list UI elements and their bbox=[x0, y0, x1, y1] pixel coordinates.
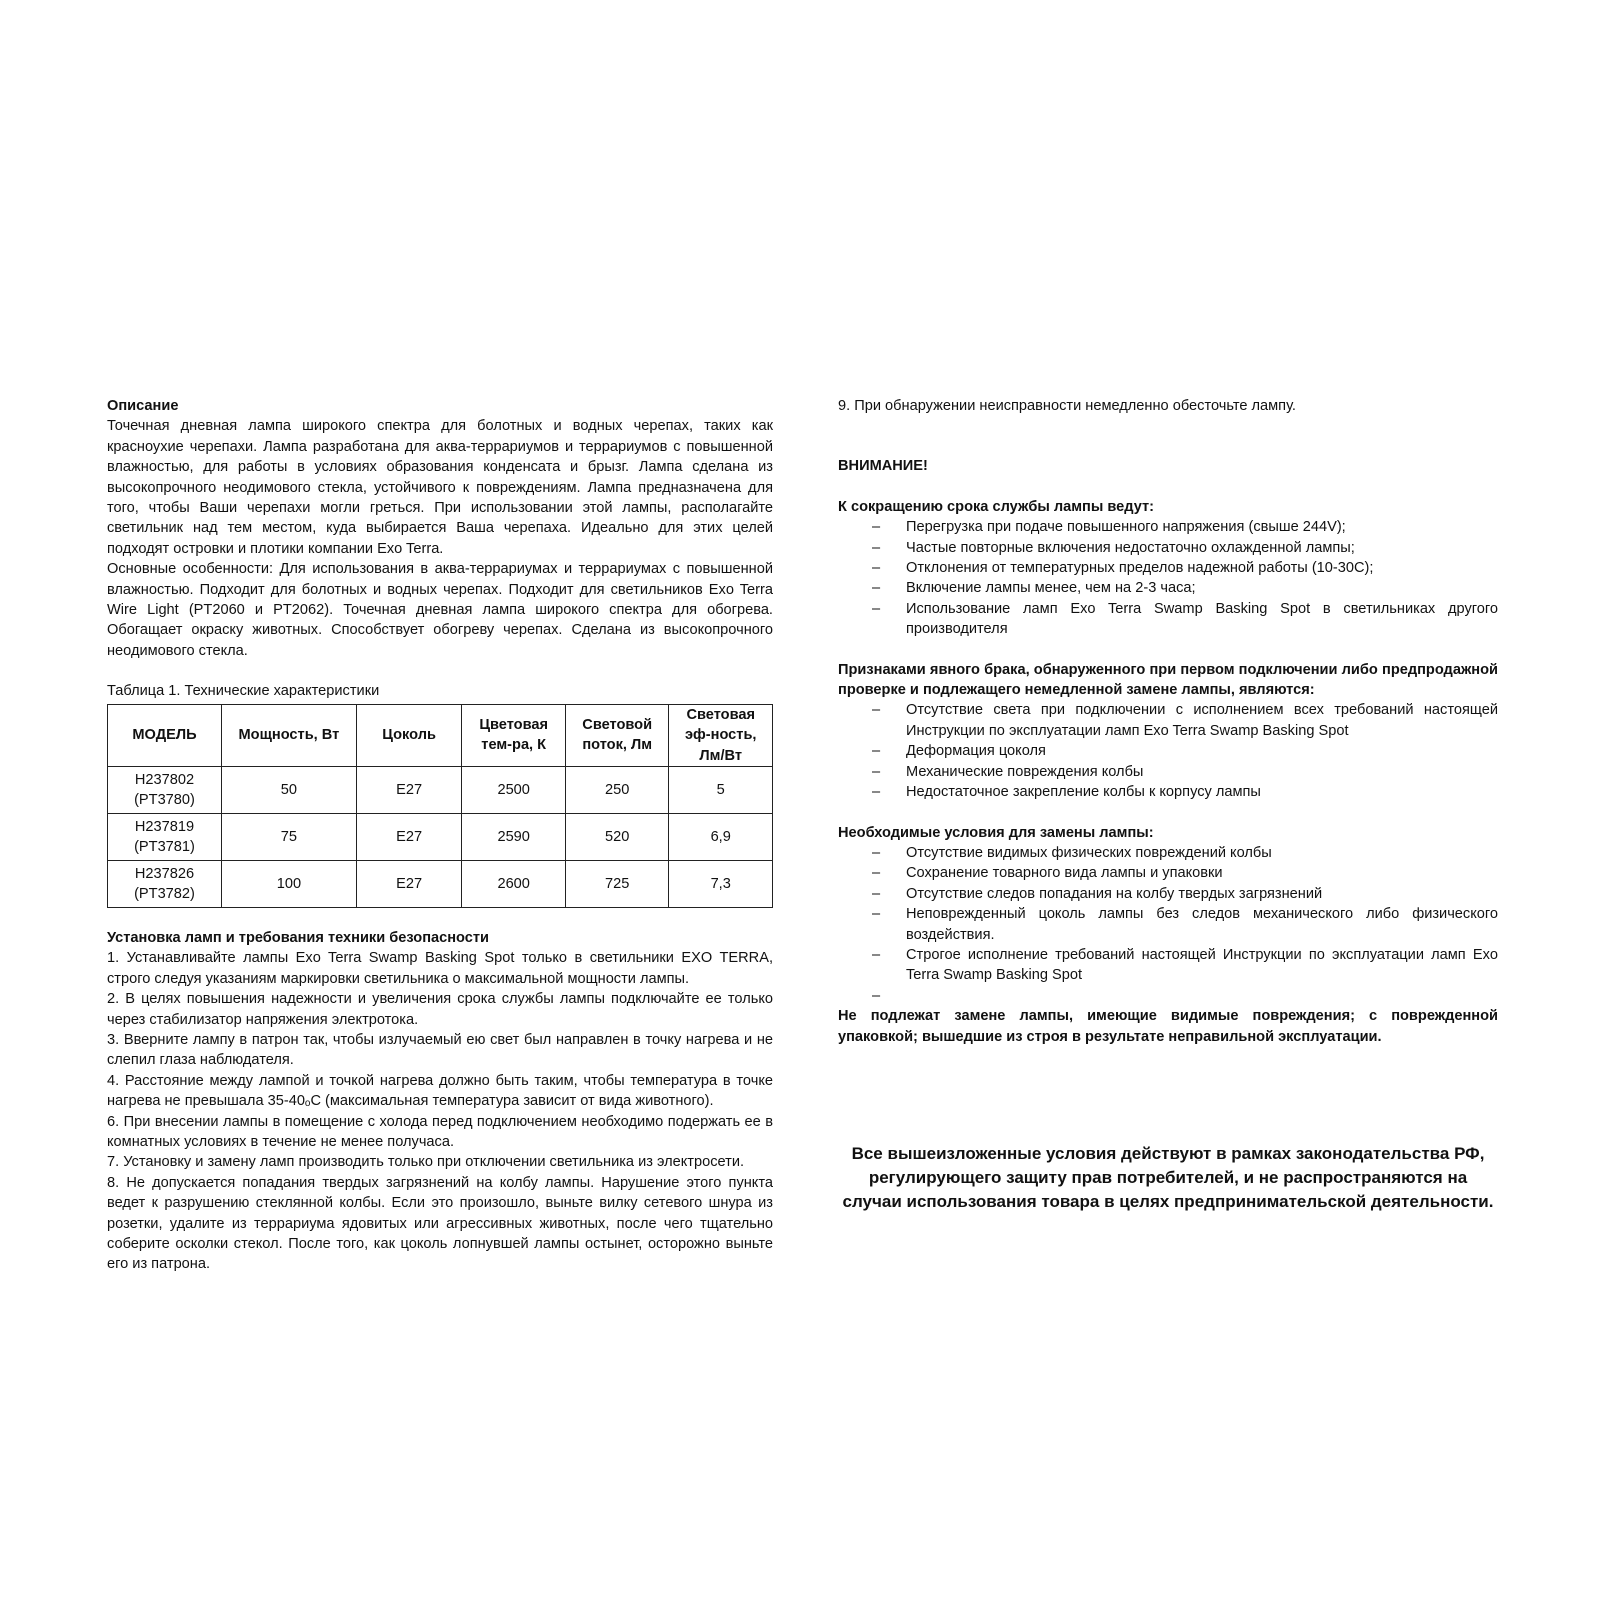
dash-marker: – bbox=[872, 539, 881, 556]
list-item-text: Отклонения от температурных пределов надежной работы (10-30С); bbox=[906, 560, 1374, 577]
list-item-text: Отсутствие света при подключении с исполнением всех требований настоящей Инструкции по эксплуатации ламп Exo Terra Swamp Basking Spot bbox=[906, 702, 1498, 739]
install-item: 8. Не допускается попадания твердых загрязнений на колбу лампы. Нарушение этого пункта ведет к разрушению стеклянной колбы. Если это произошло, выньте вилку сетевого шнура из розетки, удалите из террариума ядовитых или агрессивных животных, после чего тщательно соберите осколки стекол. После того, как цоколь лопнувшей лампы остынет, осторожно выньте его из патрона. bbox=[107, 1174, 773, 1273]
no-replace-note: Не подлежат замене лампы, имеющие видимые повреждения; с поврежденной упаковкой; вышедшие из строя в результате неправильной эксплуатации. bbox=[838, 1008, 1498, 1045]
install-item: 2. В целях повышения надежности и увеличения срока службы лампы подключайте ее только через стабилизатор напряжения электротока. bbox=[107, 991, 773, 1028]
dash-marker: – bbox=[872, 580, 881, 597]
table-cell: E27 bbox=[356, 860, 462, 907]
dash-marker: – bbox=[872, 519, 881, 536]
legal-notice: Все вышеизложенные условия действуют в рамках законодательства РФ, регулирующего защиту прав потребителей, и не распространяются на случаи использования товара в целях предпринимательской деятельности. bbox=[842, 1144, 1494, 1211]
list-item-text: Механические повреждения колбы bbox=[906, 763, 1144, 780]
list-item bbox=[838, 782, 1498, 802]
table-header-cell: Световой поток, Лм bbox=[565, 704, 669, 766]
table-header-cell: Мощность, Вт bbox=[221, 704, 356, 766]
list-item-text bbox=[906, 988, 910, 1004]
dash-marker: – bbox=[872, 600, 881, 617]
reduce-list bbox=[838, 517, 1498, 639]
list-item-text: Отсутствие следов попадания на колбу твердых загрязнений bbox=[906, 885, 1323, 902]
table-cell: 50 bbox=[221, 766, 356, 813]
list-item-text: Частые повторные включения недостаточно охлажденной лампы; bbox=[906, 539, 1355, 556]
list-item-text: Сохранение товарного вида лампы и упаковки bbox=[906, 865, 1223, 882]
description-paragraph: Точечная дневная лампа широкого спектра для болотных и водных черепах, таких как красноухие черепахи. Лампа разработана для аква-террариумов и террариумов с повышенной влажностью, для работы в условиях образования конденсата и брызг. Лампа сделана из высокопрочного неодимового стекла, устойчивого к повреждениям. Лампа предназначена для того, чтобы Ваши черепахи могли греться. При использовании этой лампы, располагайте светильник над тем местом, куда выбирается Ваша черепаха. Идеально для этих целей подходят островки и плотики компании Exo Terra. bbox=[107, 418, 773, 557]
table-header-cell: Цветовая тем-ра, К bbox=[462, 704, 566, 766]
attention-heading: ВНИМАНИЕ! bbox=[838, 458, 928, 475]
description-heading: Описание bbox=[107, 398, 179, 414]
install-item-9: 9. При обнаружении неисправности немедленно обесточьте лампу. bbox=[838, 398, 1296, 414]
right-column bbox=[838, 396, 1498, 1047]
replace-heading: Необходимые условия для замены лампы: bbox=[838, 824, 1154, 841]
dash-marker: – bbox=[872, 946, 881, 963]
list-item bbox=[838, 843, 1498, 863]
list-item bbox=[838, 538, 1498, 558]
spec-table bbox=[107, 704, 773, 908]
list-item-text: Недостаточное закрепление колбы к корпусу лампы bbox=[906, 784, 1261, 801]
table-caption: Таблица 1. Технические характеристики bbox=[107, 683, 380, 700]
install-item: 7. Установку и замену ламп производить только при отключении светильника из электросети. bbox=[107, 1154, 745, 1171]
table-cell: 75 bbox=[221, 813, 356, 860]
list-item bbox=[838, 517, 1498, 537]
install-item: 3. Вверните лампу в патрон так, чтобы излучаемый ею свет был направлен в точку нагрева и не слепил глаза наблюдателя. bbox=[107, 1031, 773, 1069]
dash-marker: – bbox=[872, 865, 881, 882]
table-header-cell: Цоколь bbox=[356, 704, 462, 766]
table-header-cell: МОДЕЛЬ bbox=[108, 704, 222, 766]
dash-marker: – bbox=[872, 844, 881, 861]
install-heading: Установка ламп и требования техники безопасности bbox=[107, 929, 490, 946]
list-item bbox=[838, 741, 1498, 761]
table-cell: 520 bbox=[565, 813, 669, 860]
defect-list bbox=[838, 700, 1498, 802]
table-cell: 2500 bbox=[462, 766, 566, 813]
table-cell: 5 bbox=[669, 766, 773, 813]
table-cell: 2600 bbox=[462, 860, 566, 907]
table-cell: E27 bbox=[356, 813, 462, 860]
install-item: 1. Устанавливайте лампы Exo Terra Swamp Basking Spot только в светильники EXO TERRA, строго следуя указаниям маркировки светильника о максимальной мощности лампы. bbox=[107, 950, 773, 987]
reduce-heading: К сокращению срока службы лампы ведут: bbox=[838, 498, 1155, 515]
table-cell: 250 bbox=[565, 766, 669, 813]
left-column bbox=[107, 396, 773, 1275]
dash-marker: – bbox=[872, 906, 881, 923]
dash-marker: – bbox=[872, 987, 881, 1004]
table-cell: E27 bbox=[356, 766, 462, 813]
list-item bbox=[838, 986, 1498, 1006]
table-header-cell: Световая эф-ность, Лм/Вт bbox=[669, 704, 773, 766]
list-item-text: Использование ламп Exo Terra Swamp Basking Spot в светильниках другого производителя bbox=[906, 600, 1498, 638]
dash-marker: – bbox=[872, 702, 881, 719]
list-item-text: Строгое исполнение требований настоящей Инструкции по эксплуатации ламп Exo Terra Swamp Basking Spot bbox=[906, 946, 1498, 984]
list-item-text: Включение лампы менее, чем на 2-3 часа; bbox=[906, 580, 1196, 597]
table-row bbox=[108, 766, 773, 813]
table-row bbox=[108, 860, 773, 907]
list-item-text: Деформация цоколя bbox=[906, 743, 1046, 760]
table-cell: H237819 (PT3781) bbox=[108, 813, 222, 860]
list-item-text: Отсутствие видимых физических повреждений колбы bbox=[906, 844, 1272, 861]
install-item: 4. Расстояние между лампой и точкой нагрева должно быть таким, чтобы температура в точке нагрева не превышала 35-40ₒС (максимальная температура зависит от вида животного). bbox=[107, 1072, 773, 1110]
dash-marker: – bbox=[872, 885, 881, 902]
dash-marker: – bbox=[872, 743, 881, 760]
list-item-text: Неповрежденный цоколь лампы без следов механического либо физического воздействия. bbox=[906, 906, 1498, 943]
dash-marker: – bbox=[872, 560, 881, 577]
list-item bbox=[838, 599, 1498, 640]
defect-heading: Признаками явного брака, обнаруженного при первом подключении либо предпродажной проверке и подлежащего немедленной замене лампы, являются: bbox=[838, 661, 1498, 699]
table-cell: 100 bbox=[221, 860, 356, 907]
features-paragraph: Основные особенности: Для использования в аква-террариумах и террариумах с повышенной влажностью. Подходит для болотных и водных черепах. Подходит для светильников Exo Terra Wire Light (PT2060 и PT2062). Точечная дневная лампа широкого спектра для обогрева. Обогащает окраску животных. Способствует обогреву черепах. Сделана из высокопрочного неодимового стекла. bbox=[107, 561, 773, 659]
table-cell: 7,3 bbox=[669, 860, 773, 907]
list-item bbox=[838, 945, 1498, 986]
list-item-text: Перегрузка при подаче повышенного напряжения (свыше 244V); bbox=[906, 519, 1346, 536]
table-cell: H237826 (PT3782) bbox=[108, 860, 222, 907]
table-cell: 725 bbox=[565, 860, 669, 907]
list-item bbox=[838, 884, 1498, 904]
list-item bbox=[838, 700, 1498, 741]
replace-list bbox=[838, 843, 1498, 1006]
table-cell: H237802 (PT3780) bbox=[108, 766, 222, 813]
list-item bbox=[838, 762, 1498, 782]
list-item bbox=[838, 863, 1498, 883]
list-item bbox=[838, 578, 1498, 598]
table-row bbox=[108, 813, 773, 860]
table-cell: 6,9 bbox=[669, 813, 773, 860]
install-item: 6. При внесении лампы в помещение с холода перед подключением необходимо подержать ее в комнатных условиях в течение не менее получаса. bbox=[107, 1113, 773, 1150]
dash-marker: – bbox=[872, 763, 881, 780]
table-header-row bbox=[108, 704, 773, 766]
list-item bbox=[838, 558, 1498, 578]
table-cell: 2590 bbox=[462, 813, 566, 860]
list-item bbox=[838, 904, 1498, 945]
dash-marker: – bbox=[872, 784, 881, 801]
